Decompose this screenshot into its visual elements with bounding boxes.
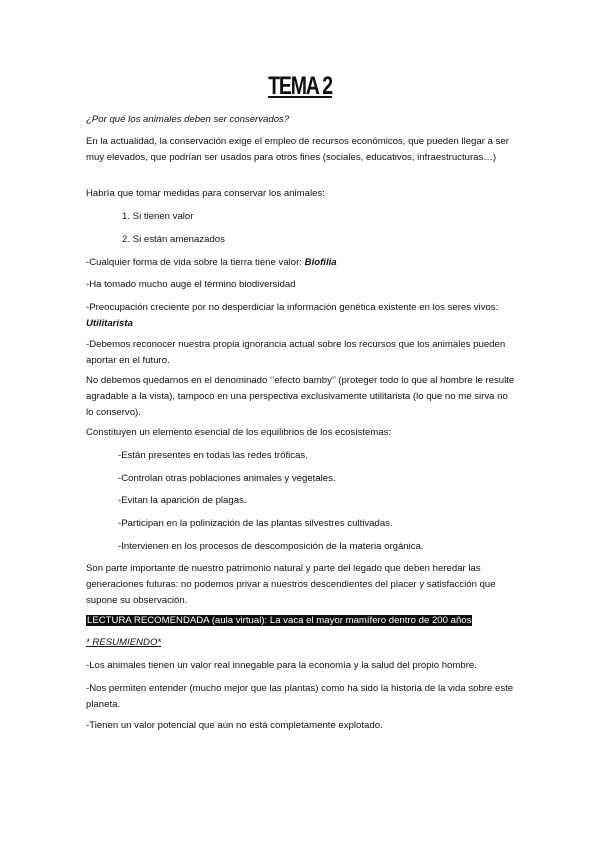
page-title: TEMA 2 <box>268 72 332 100</box>
utilitarista-term: Utilitarista <box>86 318 133 329</box>
ignorancia-paragraph: -Debemos reconocer nuestra propia ignorancia actual sobre los recursos que los animales pueden aportar en el futuro. <box>86 339 506 366</box>
lectura-line <box>86 613 516 629</box>
biodiversidad-line: -Ha tomado mucho auge el término biodiversidad <box>86 279 296 290</box>
resumen-item: -Tienen un valor potencial que aún no está completamente explotado. <box>86 720 383 731</box>
lectura-highlight: LECTURA RECOMENDADA (aula virtual): La vaca el mayor mamífero dentro de 200 años <box>87 615 472 626</box>
section-question: ¿Por qué los animales deben ser conservados? <box>86 114 290 125</box>
equilibrio-item: -Están presentes en todas las redes tróficas. <box>118 450 308 461</box>
biofilia-term: Biofilia <box>304 257 337 268</box>
equilibrio-item: -Controlan otras poblaciones animales y vegetales. <box>118 473 336 484</box>
equilibrios-intro: Constituyen un elemento esencial de los equilibrios de los ecosistemas: <box>86 427 392 438</box>
measure-item: 2. Si están amenazados <box>122 234 225 245</box>
utilitarista-text: -Preocupación creciente por no desperdiciar la información genética existente en los seres vivos: <box>86 302 499 313</box>
bamby-paragraph: No debemos quedarnos en el denominado ‘’efecto bamby’’ (proteger todo lo que al hombre le resulte agradable a la vista), tampoco en una perspectiva exclusivamente utilitarista (lo que no me sirva no lo conservo). <box>86 375 515 418</box>
equilibrio-item: -Intervienen en los procesos de descomposición de la materia orgánica. <box>118 541 424 552</box>
measure-item: 1. Si tienen valor <box>122 211 194 222</box>
resumen-item: -Los animales tienen un valor real innegable para la economía y la salud del propio hombre. <box>86 660 477 671</box>
resumiendo-heading: * RESUMIENDO* <box>86 637 162 648</box>
measures-intro: Habría que tomar medidas para conservar los animales: <box>86 188 325 199</box>
equilibrio-item: -Evitan la aparición de plagas. <box>118 495 247 506</box>
resumen-item: -Nos permiten entender (mucho mejor que las plantas) como ha sido la historia de la vida sobre este planeta. <box>86 683 514 710</box>
patrimonio-paragraph: Son parte importante de nuestro patrimonio natural y parte del legado que deben heredar las generaciones futuras: no podemos privar a nuestros descendientes del placer y satisfacción que supone su observación. <box>86 563 496 606</box>
equilibrio-item: -Participan en la polinización de las plantas silvestres cultivadas. <box>118 518 393 529</box>
utilitarista-line <box>86 300 516 332</box>
biofilia-text: -Cualquier forma de vida sobre la tierra tiene valor: <box>86 257 305 268</box>
biofilia-line <box>86 255 516 271</box>
intro-paragraph: En la actualidad, la conservación exige el empleo de recursos económicos, que pueden llegar a ser muy elevados, que podrían ser usados para otros fines (sociales, educativos, infraestructuras…) <box>86 136 509 163</box>
